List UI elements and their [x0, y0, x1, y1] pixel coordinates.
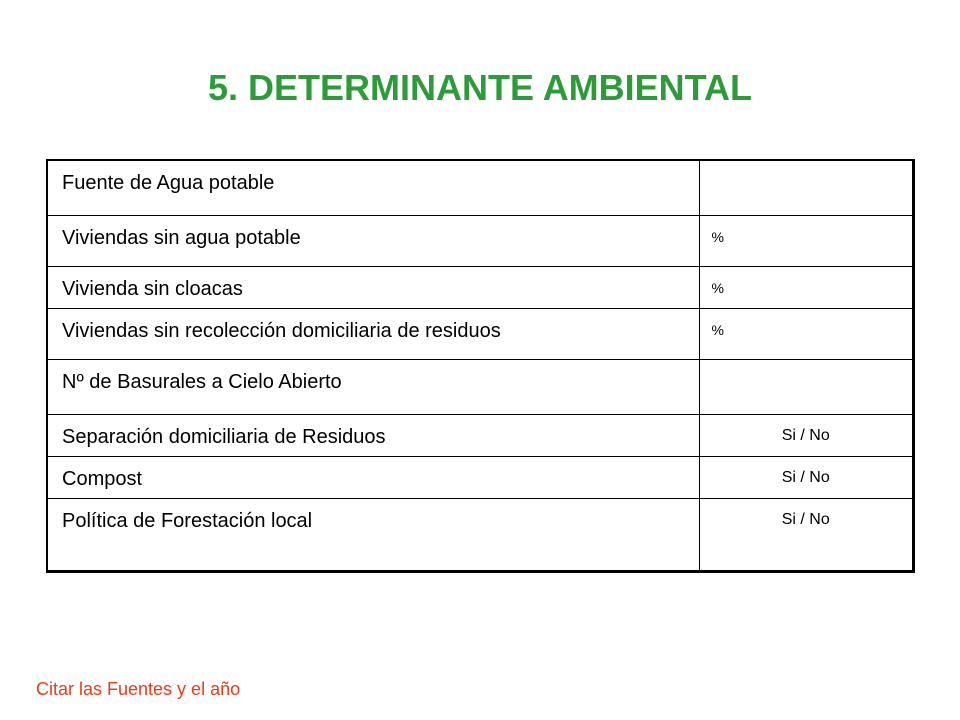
row-label: Viviendas sin recolección domiciliaria de residuos	[47, 308, 699, 359]
table-row	[47, 308, 914, 359]
source-footnote: Citar las Fuentes y el año	[36, 679, 241, 699]
table-row	[47, 215, 914, 266]
row-value	[699, 359, 914, 414]
row-label: Separación domiciliaria de Residuos	[47, 414, 699, 456]
row-value	[699, 160, 914, 215]
row-value: %	[699, 215, 914, 266]
row-value: Si / No	[699, 414, 914, 456]
table-row	[47, 359, 914, 414]
environmental-determinants-table	[46, 159, 915, 573]
row-label: Fuente de Agua potable	[47, 160, 699, 215]
table-row	[47, 414, 914, 456]
table-row	[47, 498, 914, 571]
row-value: Si / No	[699, 456, 914, 498]
row-value: Si / No	[699, 498, 914, 571]
row-value: %	[699, 308, 914, 359]
table-row	[47, 266, 914, 308]
table-row	[47, 456, 914, 498]
row-label: Compost	[47, 456, 699, 498]
row-label: Vivienda sin cloacas	[47, 266, 699, 308]
row-label: Viviendas sin agua potable	[47, 215, 699, 266]
row-value: %	[699, 266, 914, 308]
table-row	[47, 160, 914, 215]
row-label: Política de Forestación local	[47, 498, 699, 571]
row-label: Nº de Basurales a Cielo Abierto	[47, 359, 699, 414]
slide-title: 5. DETERMINANTE AMBIENTAL	[208, 67, 752, 108]
